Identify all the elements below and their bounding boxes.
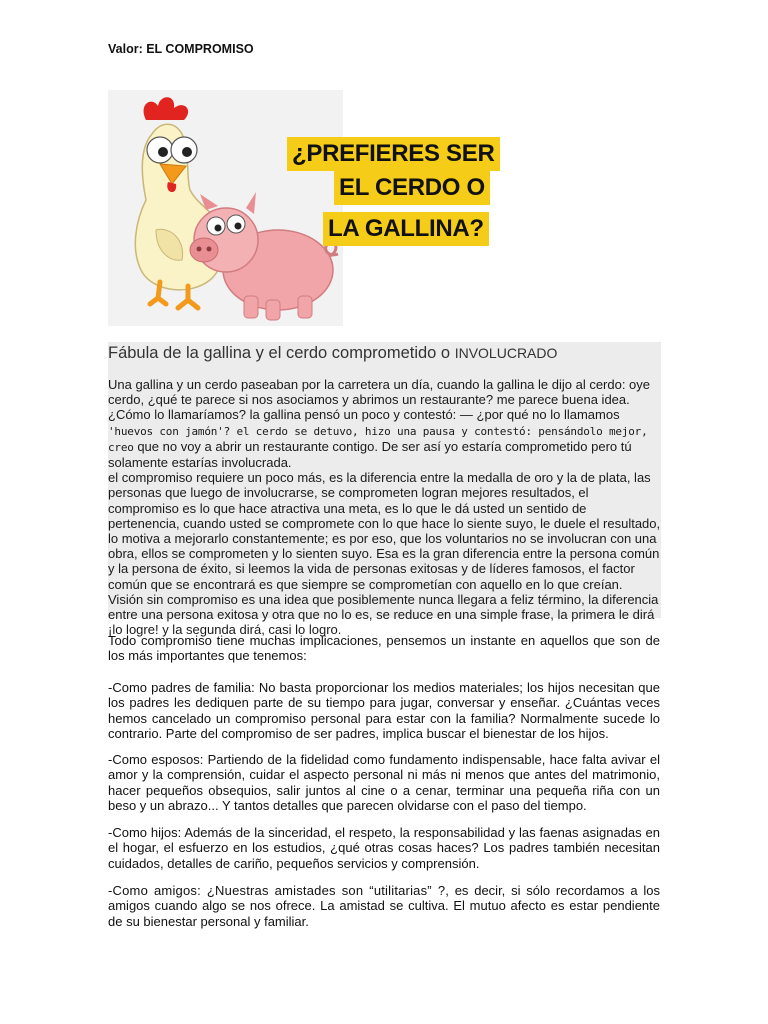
amigos-paragraph bbox=[108, 883, 660, 929]
fable-dialog-end: que no voy a abrir un restaurante contigo. De ser así yo estaría comprometido pero tú solamente estarías involucrada. bbox=[108, 438, 632, 471]
banner-line-1: ¿PREFIERES SER bbox=[287, 137, 500, 171]
banner-line-2: EL CERDO O bbox=[334, 171, 490, 205]
chicken-and-pig-cartoon bbox=[108, 90, 343, 326]
amigos-rest: , es decir, si sólo recordamos a los amigos cuando algo se nos ofrece. La amistad se cultiva. El mutuo afecto es estar pendiente de su bienestar personal y familiar. bbox=[108, 883, 661, 929]
hijos-paragraph: -Como hijos: Además de la sinceridad, el respeto, la responsabilidad y las faenas asignadas en el hogar, el esfuerzo en los estudios, ¿qué otras cosas haces? Los padres también necesitan cuidados, detalles de cariño, pequeños servicios y comprensión. bbox=[108, 825, 660, 871]
fable-text bbox=[108, 377, 661, 637]
amigos-lead: -Como amigos: ¿Nuestras amistades son “utilitarias” ? bbox=[108, 883, 446, 898]
pig-snout bbox=[190, 238, 218, 262]
padres-paragraph: -Como padres de familia: No basta proporcionar los medios materiales; los hijos necesitan que los padres les dediquen parte de su tiempo para jugar, conversar y enseñar. ¿Cuántas veces hemos cancelado un compromiso personal para estar con la familia? Normalmente sucede lo contrario. Parte del compromiso de ser padres, implica buscar el bienestar de los hijos. bbox=[108, 680, 660, 742]
fable-title-tail: INVOLUCRADO bbox=[454, 345, 558, 361]
fable-dialog-mono: 'huevos con jamón'? el cerdo se detuvo, hizo una pausa y contestó: pensándolo mejor, creo bbox=[108, 424, 648, 454]
banner-line-3: LA GALLINA? bbox=[323, 212, 489, 246]
fable-dialog-start: Una gallina y un cerdo paseaban por la carretera un día, cuando la gallina le dijo al cerdo: oye cerdo, ¿qué te parece si nos asociamos y abrimos un restaurante? me parece buena idea. ¿Cómo lo llamaríamos? la gallina pensó un poco y contestó: — ¿por qué no lo llamamos bbox=[108, 377, 651, 423]
hen-comb bbox=[144, 97, 189, 120]
document-title: Valor: EL COMPROMISO bbox=[108, 42, 254, 56]
intro-paragraph: Todo compromiso tiene muchas implicaciones, pensemos un instante en aquellos que son de los más importantes que tenemos: bbox=[108, 633, 660, 664]
fable-dialog bbox=[108, 377, 661, 470]
hero-illustration bbox=[108, 90, 343, 326]
pig-ear-right bbox=[246, 192, 256, 214]
fable-body-paragraph: el compromiso requiere un poco más, es la diferencia entre la medalla de oro y la de plata, las personas que luego de involucrarse, se comprometen logran mejores resultados, el compromiso es lo que hace atractiva una meta, es lo que le dá usted un sentido de pertenencia, cuando usted se compromete con lo que hace lo siente suyo, le duele el resultado, lo motiva a mejorarlo constantemente; es por eso, que los voluntarios no se involucran con una obra, ellos se comprometen y lo sienten suyo. Esa es la gran diferencia entre la persona común y la persona de éxito, si leemos la vida de personas exitosas y de líderes famosos, el factor común que se encontrará es que siempre se comprometían con aquello en lo que creían. Visión sin compromiso es una idea que posiblemente nunca llegara a feliz término, la diferencia entre una persona exitosa y otra que no lo es, se reduce en una simple frase, la primera le dirá ¡lo logre! y la segunda dirá, casi lo logro. bbox=[108, 470, 661, 638]
esposos-paragraph: -Como esposos: Partiendo de la fidelidad como fundamento indispensable, hace falta avivar el amor y la comprensión, cuidar el aspecto personal ni más ni menos que antes del matrimonio, hacer pequeños obsequios, salir juntos al cine o a cenar, terminar una pequeña riña con un beso y un abrazo... Y tantos detalles que parecen olvidarse con el paso del tiempo. bbox=[108, 752, 660, 814]
fable-title bbox=[108, 344, 557, 363]
fable-title-main: Fábula de la gallina y el cerdo comprometido o bbox=[108, 344, 455, 362]
fable-section bbox=[108, 342, 661, 638]
